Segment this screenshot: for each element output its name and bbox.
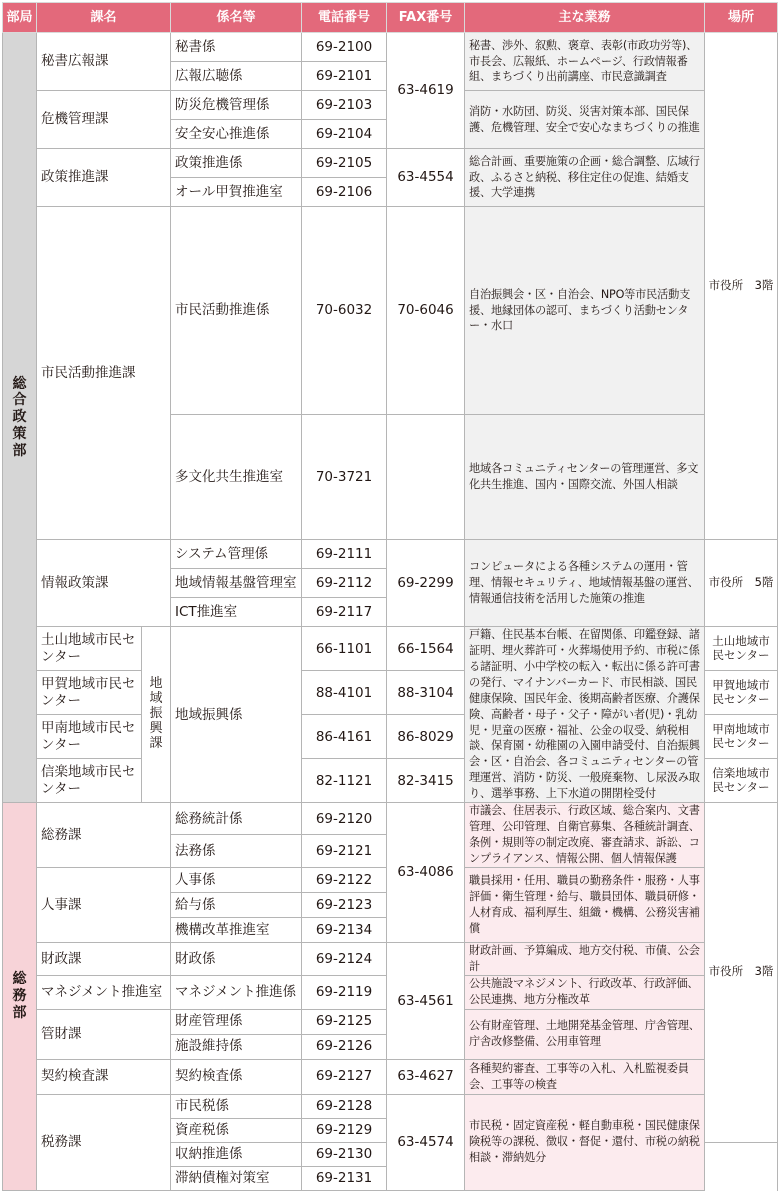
unit-name: 法務係 xyxy=(171,835,302,867)
section-name: 税務課 xyxy=(37,1094,171,1190)
section-name: 情報政策課 xyxy=(37,540,171,627)
section-name: 危機管理課 xyxy=(37,91,171,149)
duties-text: 自治振興会・区・自治会、NPO等市民活動支援、地縁団体の認可、まちづくり活動センター・水口 xyxy=(465,207,705,415)
phone-number: 69-2104 xyxy=(302,120,387,149)
header-place: 場所 xyxy=(705,3,778,33)
section-name: 政策推進課 xyxy=(37,149,171,207)
phone-number: 69-2106 xyxy=(302,178,387,207)
section-name: マネジメント推進室 xyxy=(37,975,171,1009)
phone-number: 69-2119 xyxy=(302,975,387,1009)
phone-number: 69-2130 xyxy=(302,1142,387,1166)
duties-text: 市民税・固定資産税・軽自動車税・国民健康保険税等の課税、徴収・督促・還付、市税の納税相談・滞納処分 xyxy=(465,1094,705,1190)
unit-name: 財政係 xyxy=(171,942,302,975)
department-directory-table xyxy=(2,2,778,1191)
location-cell: 信楽地域市民センター xyxy=(705,759,778,803)
duties-text: コンピュータによる各種システムの運用・管理、情報セキュリティ、地域情報基盤の運営、情報通信技術を活用した施策の推進 xyxy=(465,540,705,627)
unit-name: 総務統計係 xyxy=(171,803,302,835)
dept-cell xyxy=(3,803,37,1190)
unit-name: 政策推進係 xyxy=(171,149,302,178)
header-fax: FAX番号 xyxy=(387,3,465,33)
unit-name: 施設維持係 xyxy=(171,1034,302,1059)
phone-number: 69-2126 xyxy=(302,1034,387,1059)
unit-name: 財産管理係 xyxy=(171,1009,302,1034)
header-dept: 部局 xyxy=(3,3,37,33)
phone-number: 69-2134 xyxy=(302,917,387,942)
duties-text: 各種契約審査、工事等の入札、入札監視委員会、工事等の検査 xyxy=(465,1059,705,1094)
unit-name: 秘書係 xyxy=(171,33,302,62)
section-name: 信楽地域市民センター xyxy=(37,759,142,803)
fax-number: 63-4627 xyxy=(387,1059,465,1094)
phone-number: 88-4101 xyxy=(302,671,387,715)
phone-number: 69-2121 xyxy=(302,835,387,867)
phone-number: 69-2127 xyxy=(302,1059,387,1094)
unit-name: 資産税係 xyxy=(171,1118,302,1142)
phone-number: 86-4161 xyxy=(302,715,387,759)
dept-label: 総務部 xyxy=(12,971,27,1021)
unit-name: 地域振興係 xyxy=(171,627,302,803)
unit-name: 多文化共生推進室 xyxy=(171,414,302,539)
phone-number: 69-2103 xyxy=(302,91,387,120)
duties-text: 秘書、渉外、叙勲、褒章、表彰(市政功労等)、市長会、広報紙、ホームページ、行政情報番組、まちづくり出前講座、市民意識調査 xyxy=(465,33,705,91)
unit-name: ICT推進室 xyxy=(171,598,302,627)
section-name: 市民活動推進課 xyxy=(37,207,171,540)
unit-name: 地域情報基盤管理室 xyxy=(171,569,302,598)
header-section: 課名 xyxy=(37,3,171,33)
regional-section-label xyxy=(142,627,171,803)
duties-text: 職員採用・任用、職員の勤務条件・服務・人事評価・衛生管理・給与、職員団体、職員研修・人材育成、福利厚生、組織・機構、公務災害補償 xyxy=(465,867,705,942)
duties-text: 公共施設マネジメント、行政改革、行政評価、公民連携、地方分権改革 xyxy=(465,975,705,1009)
duties-text: 戸籍、住民基本台帳、在留関係、印鑑登録、諸証明、埋火葬許可・火葬場使用予約、市税に係る諸証明、小中学校の転入・転出に係る許可書の発行、マイナンバーカード、市民相談、国民健康保険、国民年金、後期高齢者医療、介護保険、高齢者・母子・父子・障がい者(児)・乳幼児・児童の医療・福祉、公金の収受、納税相談、保育園・幼稚園の入園申請受付、自治振興会・区・自治会、各コミュニティセンターの管理運営、消防・防災、一般廃棄物、し尿汲み取り、選挙事務、上下水道の開閉栓受付 xyxy=(465,627,705,803)
dept-cell xyxy=(3,33,37,803)
phone-number: 69-2125 xyxy=(302,1009,387,1034)
unit-name: 契約検査係 xyxy=(171,1059,302,1094)
section-name: 秘書広報課 xyxy=(37,33,171,91)
unit-name: 市民税係 xyxy=(171,1094,302,1118)
fax-number: 63-4574 xyxy=(387,1094,465,1190)
fax-number: 63-4554 xyxy=(387,149,465,207)
phone-number: 69-2128 xyxy=(302,1094,387,1118)
duties-text: 地域各コミュニティセンターの管理運営、多文化共生推進、国内・国際交流、外国人相談 xyxy=(465,414,705,539)
location-cell: 甲賀地域市民センター xyxy=(705,671,778,715)
location-cell: 土山地域市民センター xyxy=(705,627,778,671)
header-unit: 係名等 xyxy=(171,3,302,33)
fax-number: 63-4086 xyxy=(387,803,465,943)
fax-number: 88-3104 xyxy=(387,671,465,715)
phone-number: 69-2122 xyxy=(302,867,387,892)
duties-text: 市議会、住居表示、行政区域、総合案内、文書管理、公印管理、自衛官募集、各種統計調査、条例・規則等の制定改廃、審査請求、訴訟、コンプライアンス、情報公開、個人情報保護 xyxy=(465,803,705,868)
unit-name: 滞納債権対策室 xyxy=(171,1166,302,1190)
section-name: 契約検査課 xyxy=(37,1059,171,1094)
phone-number: 69-2105 xyxy=(302,149,387,178)
regional-section-text: 地域振興課 xyxy=(149,676,163,752)
section-name: 総務課 xyxy=(37,803,171,868)
phone-number: 69-2117 xyxy=(302,598,387,627)
phone-number: 69-2120 xyxy=(302,803,387,835)
fax-number: 63-4561 xyxy=(387,942,465,1059)
unit-name: 機構改革推進室 xyxy=(171,917,302,942)
phone-number: 69-2123 xyxy=(302,892,387,917)
phone-number: 69-2101 xyxy=(302,62,387,91)
unit-name: 防災危機管理係 xyxy=(171,91,302,120)
phone-number: 82-1121 xyxy=(302,759,387,803)
duties-text: 総合計画、重要施策の企画・総合調整、広域行政、ふるさと納税、移住定住の促進、結婚支援、大学連携 xyxy=(465,149,705,207)
section-name: 甲南地域市民センター xyxy=(37,715,142,759)
unit-name: オール甲賀推進室 xyxy=(171,178,302,207)
fax-number: 86-8029 xyxy=(387,715,465,759)
section-name: 土山地域市民センター xyxy=(37,627,142,671)
unit-name: 給与係 xyxy=(171,892,302,917)
fax-number: 66-1564 xyxy=(387,627,465,671)
fax-number: 82-3415 xyxy=(387,759,465,803)
unit-name: 広報広聴係 xyxy=(171,62,302,91)
phone-number: 69-2124 xyxy=(302,942,387,975)
unit-name: システム管理係 xyxy=(171,540,302,569)
location-cell: 市役所 3階 xyxy=(705,33,778,540)
duties-text: 財政計画、予算編成、地方交付税、市債、公会計 xyxy=(465,942,705,975)
fax-empty xyxy=(387,414,465,539)
section-name: 財政課 xyxy=(37,942,171,975)
phone-number: 70-6032 xyxy=(302,207,387,415)
phone-number: 69-2112 xyxy=(302,569,387,598)
dept-label: 総合政策部 xyxy=(12,375,27,459)
phone-number: 70-3721 xyxy=(302,414,387,539)
fax-number: 70-6046 xyxy=(387,207,465,415)
section-name: 甲賀地域市民センター xyxy=(37,671,142,715)
location-cell: 市役所 3階 xyxy=(705,803,778,1142)
duties-text: 公有財産管理、土地開発基金管理、庁舎管理、庁舎改修整備、公用車管理 xyxy=(465,1009,705,1059)
phone-number: 69-2111 xyxy=(302,540,387,569)
location-cell: 市役所 5階 xyxy=(705,540,778,627)
unit-name: 安全安心推進係 xyxy=(171,120,302,149)
phone-number: 69-2100 xyxy=(302,33,387,62)
location-cell: 甲南地域市民センター xyxy=(705,715,778,759)
phone-number: 66-1101 xyxy=(302,627,387,671)
unit-name: 人事係 xyxy=(171,867,302,892)
section-name: 人事課 xyxy=(37,867,171,942)
fax-number: 63-4619 xyxy=(387,33,465,149)
fax-number: 69-2299 xyxy=(387,540,465,627)
unit-name: 市民活動推進係 xyxy=(171,207,302,415)
phone-number: 69-2131 xyxy=(302,1166,387,1190)
section-name: 管財課 xyxy=(37,1009,171,1059)
duties-text: 消防・水防団、防災、災害対策本部、国民保護、危機管理、安全で安心なまちづくりの推進 xyxy=(465,91,705,149)
header-phone: 電話番号 xyxy=(302,3,387,33)
header-duties: 主な業務 xyxy=(465,3,705,33)
unit-name: マネジメント推進係 xyxy=(171,975,302,1009)
unit-name: 収納推進係 xyxy=(171,1142,302,1166)
phone-number: 69-2129 xyxy=(302,1118,387,1142)
